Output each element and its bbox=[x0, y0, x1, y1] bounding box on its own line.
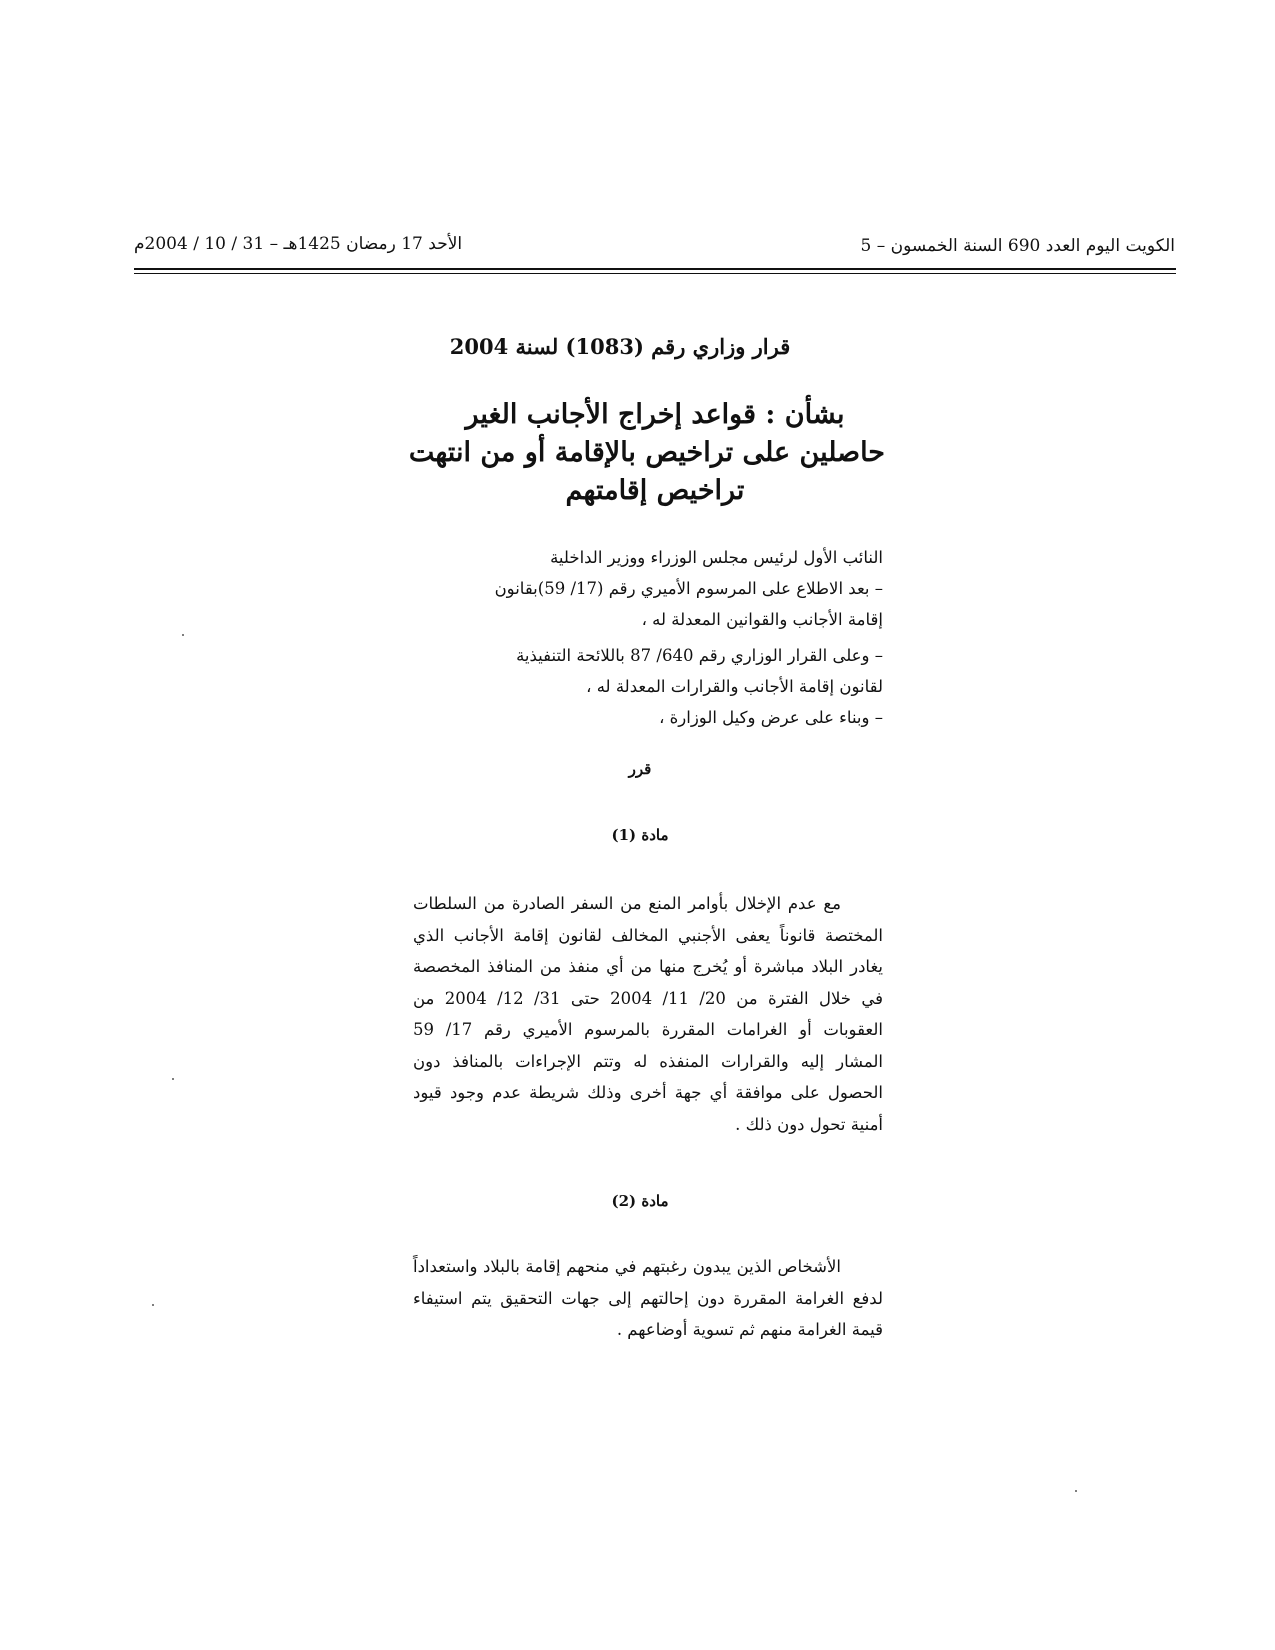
decision-title: قرار وزاري رقم (1083) لسنة 2004 bbox=[449, 334, 791, 359]
header-rule-thick bbox=[134, 268, 1176, 270]
subject-line: تراخيص إقامتهم bbox=[565, 475, 745, 506]
preamble-line: – وبناء على عرض وكيل الوزارة ، bbox=[659, 708, 883, 727]
article-2-text: الأشخاص الذين يبدون رغبتهم في منحهم إقامة بالبلاد واستعداداً لدفع الغرامة المقررة دون إحالتهم إلى جهات التحقيق يتم استيفاء قيمة الغرامة منهم ثم تسوية أوضاعهم . bbox=[413, 1257, 883, 1339]
article-2-body bbox=[413, 1251, 883, 1346]
article-1-body bbox=[413, 888, 883, 1140]
header-rule-thin bbox=[134, 273, 1176, 274]
scan-speck bbox=[1075, 1490, 1077, 1492]
preamble-line: – وعلى القرار الوزاري رقم 640/ 87 باللائحة التنفيذية bbox=[516, 646, 883, 665]
article-2-heading: مادة (2) bbox=[611, 1192, 669, 1210]
header-issue-info: الكويت اليوم العدد 690 السنة الخمسون – 5 bbox=[860, 236, 1175, 256]
article-1-text: مع عدم الإخلال بأوامر المنع من السفر الصادرة من السلطات المختصة قانوناً يعفى الأجنبي المخالف لقانون إقامة الأجانب الذي يغادر البلاد مباشرة أو يُخرج منها من أي منفذ من المنافذ المخصصة في خلال الفترة من 20/ 11/ 2004 حتى 31/ 12/ 2004 من العقوبات أو الغرامات المقررة بالمرسوم الأميري رقم 17/ 59 المشار إليه والقرارات المنفذه له وتتم الإجراءات بالمنافذ دون الحصول على موافقة أي جهة أخرى وذلك شريطة عدم وجود قيود أمنية تحول دون ذلك . bbox=[413, 894, 883, 1134]
decision-subject bbox=[408, 396, 885, 510]
scan-speck bbox=[152, 1304, 154, 1306]
article-1-heading: مادة (1) bbox=[611, 826, 669, 844]
issuer-line: النائب الأول لرئيس مجلس الوزراء ووزير الداخلية bbox=[550, 548, 883, 567]
preamble-line: إقامة الأجانب والقوانين المعدلة له ، bbox=[641, 610, 883, 629]
scan-speck bbox=[182, 634, 184, 636]
decided-heading: قرر bbox=[628, 760, 652, 778]
preamble-line: – بعد الاطلاع على المرسوم الأميري رقم (17/ 59)بقانون bbox=[494, 579, 883, 598]
scan-speck bbox=[172, 1078, 174, 1080]
header-date: الأحد 17 رمضان 1425هـ – 31 / 10 / 2004م bbox=[134, 234, 463, 254]
preamble-line: لقانون إقامة الأجانب والقرارات المعدلة له ، bbox=[586, 677, 883, 696]
subject-line: بشأن : قواعد إخراج الأجانب الغير bbox=[465, 399, 845, 430]
preamble bbox=[413, 542, 883, 733]
subject-line: حاصلين على تراخيص بالإقامة أو من انتهت bbox=[408, 437, 885, 468]
